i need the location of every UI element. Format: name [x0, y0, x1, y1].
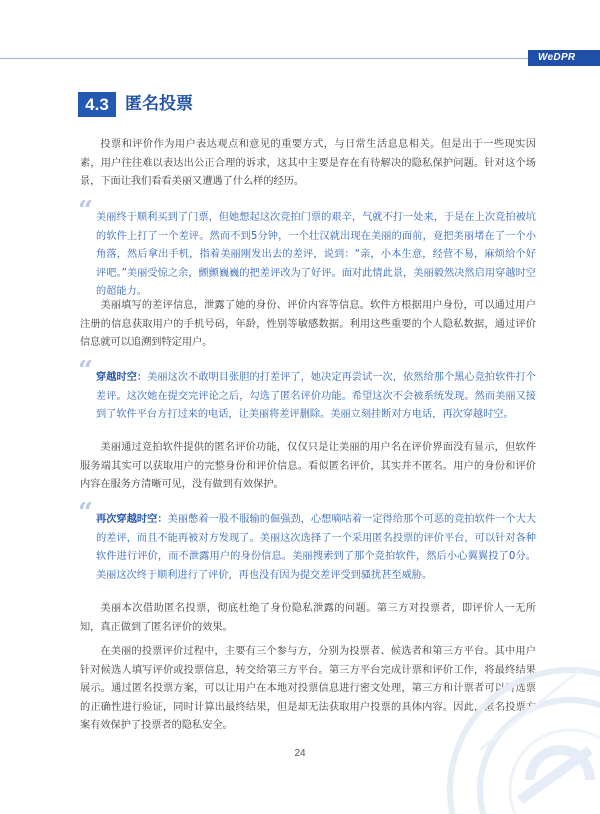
section-title: 匿名投票: [125, 94, 193, 114]
paragraph-result: 美丽本次借助匿名投票，彻底杜绝了身份隐私泄露的问题。第三方对投票者，即评价人一无所知，真正做到了匿名评价的效果。: [80, 603, 536, 633]
paragraph-intro: 投票和评价作为用户表达观点和意见的重要方式，与日常生活息息相关。但是出于一些现实因素，用户往往难以表达出公正合理的诉求，这其中主要是存在有待解决的隐私保护问题。针对这个场景，下面让我们看看美丽又遭遇了什么样的经历。: [80, 139, 536, 187]
quote-label: 再次穿越时空：: [96, 514, 168, 525]
quote-mark-icon: “: [78, 196, 93, 226]
page-number: 24: [294, 748, 306, 759]
quote-mark-icon: “: [78, 356, 93, 386]
header-rule: [0, 58, 528, 59]
quote-body: 美丽这次不敢明目张胆的打差评了，她决定再尝试一次，依然给那个黑心竞拍软件打个差评。这次她在提交完评论之后，勾选了匿名评价功能。希望这次不会被系统发现。然而美丽又接到了软件平台方打过来的电话，让美丽将差评删除。美丽立刻挂断对方电话，再次穿越时空。: [96, 372, 536, 420]
paragraph-process: 在美丽的投票评价过程中，主要有三个参与方，分别为投票者、候选者和第三方平台。其中用户针对候选人填写评价或投票信息，转交给第三方平台。第三方平台完成计票和评价工作，将最终结果展示。通过匿名投票方案，可以让用户在本地对投票信息进行密文处理，第三方和计票者可以对选票的正确性进行验证，同时计算出最终结果，但是却无法获取用户投票的具体内容。因此，匿名投票方案有效保护了投票者的隐私安全。: [80, 646, 536, 731]
paragraph-anon: 美丽通过竞拍软件提供的匿名评价功能，仅仅只是让美丽的用户名在评价界面没有显示，但软件服务端其实可以获取用户的完整身份和评价信息。看似匿名评价，其实并不匿名。用户的身份和评价内容在服务方清晰可见，没有做到有效保护。: [80, 442, 536, 490]
story-quote-3: [96, 511, 536, 585]
section-number: 4.3: [78, 92, 116, 117]
paragraph-leak: 美丽填写的差评信息，泄露了她的身份、评价内容等信息。软件方根据用户身份，可以通过用户注册的信息获取用户的手机号码，年龄，性别等敏感数据。利用这些重要的个人隐私数据，通过评价信息就可以追溯到特定用户。: [80, 300, 536, 348]
story-quote-1: 美丽终于顺利买到了门票，但她想起这次竞拍门票的艰辛，气就不打一处来，于是在上次竞拍被坑的软件上打了一个差评。然而不到5分钟，一个壮汉就出现在美丽的面前，竟把美丽堵在了一个小角落，然后拿出手机，指着美丽刚发出去的差评，说到：“亲，小本生意，经营不易，麻烦给个好评吧。”美丽受惊之余，颤颤巍巍的把差评改为了好评。面对此情此景，美丽毅然决然启用穿越时空的超能力。: [96, 212, 536, 297]
story-quote-2: [96, 369, 536, 425]
quote-label: 穿越时空：: [96, 372, 148, 383]
decorative-background-graphic: [420, 600, 600, 814]
quote-body: 美丽憋着一股不服输的倔强劲，心想嘀咕着一定得给那个可恶的竞拍软件一个大大的差评，而且不能再被对方发现了。美丽这次选择了一个采用匿名投票的评价平台，可以针对各种软件进行评价，而不泄露用户的身份信息。美丽搜索到了那个竞拍软件，然后小心翼翼投了0分。美丽这次终于顺利进行了评价，再也没有因为提交差评受到骚扰甚至威胁。: [96, 514, 537, 581]
wedpr-logo: WeDPR: [528, 50, 600, 66]
quote-mark-icon: “: [78, 498, 93, 528]
